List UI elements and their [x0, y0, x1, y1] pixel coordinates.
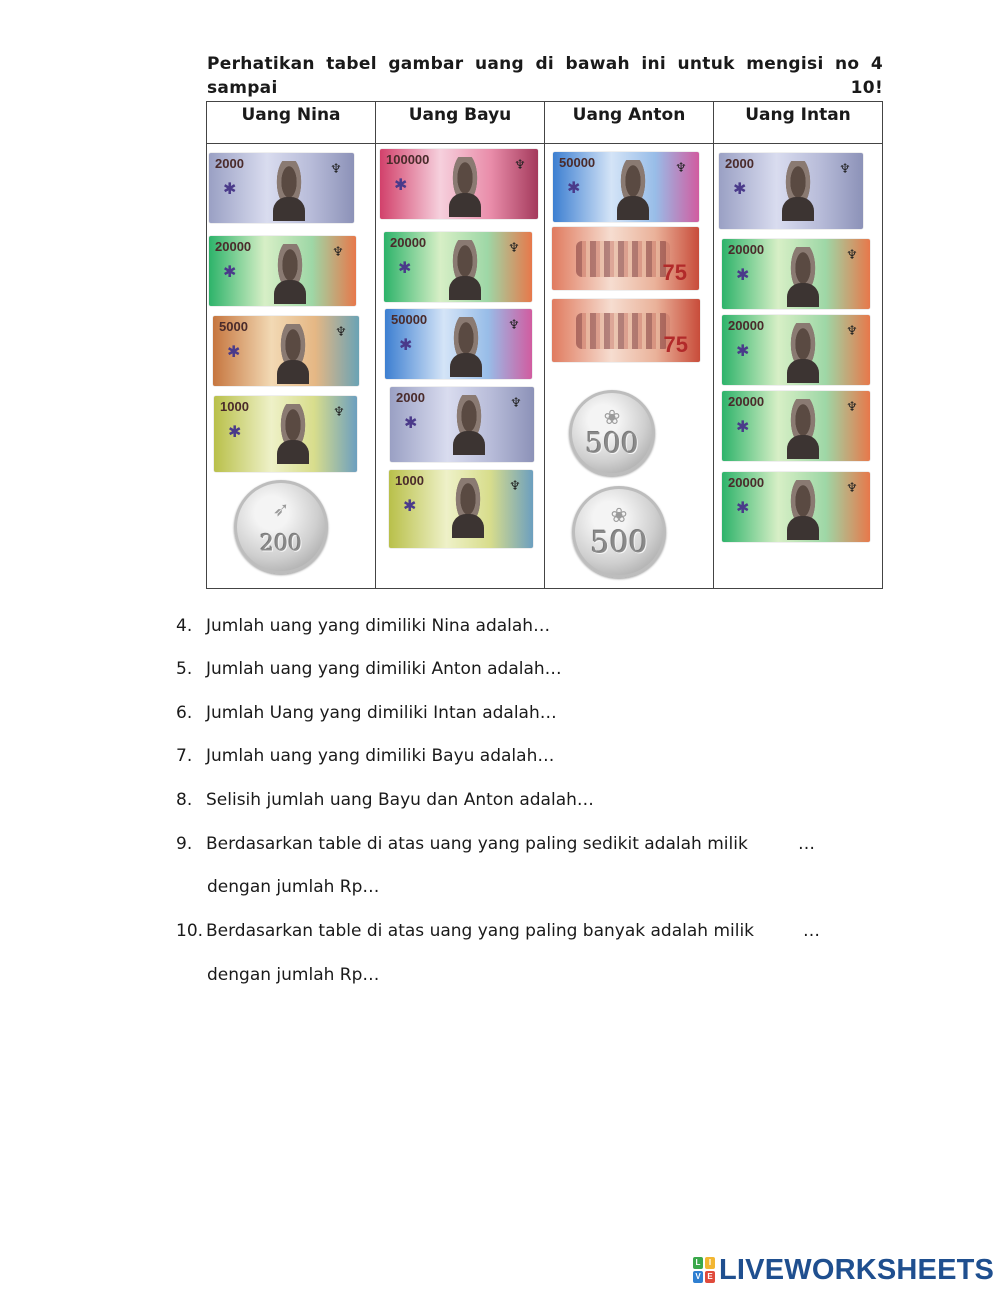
banknote-20000	[722, 239, 870, 309]
question-text: Jumlah uang yang dimiliki Anton adalah…	[206, 659, 562, 679]
banknote-denomination: 2000	[725, 156, 754, 171]
portrait-icon	[784, 247, 822, 307]
banknote-1000	[214, 396, 357, 472]
garuda-emblem-icon: ♆	[675, 161, 687, 176]
banknote-1000	[389, 470, 533, 548]
banknote-75000	[552, 299, 700, 362]
banknote-denomination: 20000	[728, 318, 765, 333]
question-number: 4.	[176, 616, 193, 636]
banknote-denomination: 20000	[728, 394, 765, 409]
banknote-20000	[722, 472, 870, 542]
banknote-denomination: 50000	[391, 312, 428, 327]
banknote-denomination: 20000	[728, 242, 765, 257]
banknote-2000	[719, 153, 863, 229]
flower-icon: ✱	[736, 417, 750, 436]
banknote-denomination: 20000	[390, 235, 427, 250]
garuda-emblem-icon: ♆	[846, 481, 858, 496]
garuda-emblem-icon: ♆	[330, 162, 342, 177]
banknote-denomination: 100000	[386, 152, 430, 167]
banknote-50000	[385, 309, 532, 379]
question-text: Berdasarkan table di atas uang yang paling banyak adalah milik	[206, 921, 755, 941]
question-number: 7.	[176, 746, 193, 766]
portrait-icon	[446, 240, 484, 300]
flower-icon: ✱	[733, 179, 747, 198]
logo-blocks-icon	[693, 1257, 715, 1283]
portrait-icon	[271, 244, 309, 304]
coin-200	[234, 480, 328, 574]
flower-icon: ✱	[398, 258, 412, 277]
banknote-denomination: 2000	[396, 390, 425, 405]
instruction-text: Perhatikan tabel gambar uang di bawah ini untuk mengisi no 4 sampai 10!	[207, 54, 883, 98]
portrait-icon	[784, 323, 822, 383]
cell-nina	[207, 144, 376, 589]
question-text: Jumlah uang yang dimiliki Nina adalah…	[206, 616, 551, 636]
answer-blank: …	[798, 834, 815, 854]
banknote-50000	[553, 152, 699, 222]
flower-icon: ✱	[567, 178, 581, 197]
garuda-emblem-icon: ♆	[509, 479, 521, 494]
portrait-icon	[784, 480, 822, 540]
logo-block: E	[705, 1271, 715, 1283]
flower-icon: ✱	[223, 262, 237, 281]
portrait-icon	[446, 157, 484, 217]
question-text: Berdasarkan table di atas uang yang paling sedikit adalah milik	[206, 834, 748, 854]
banknote-denomination: 50000	[559, 155, 596, 170]
banknote-denomination: 75	[663, 332, 688, 357]
flower-icon: ✱	[403, 496, 417, 515]
money-table	[206, 101, 883, 589]
banknote-20000	[722, 315, 870, 385]
garuda-emblem-icon: ♆	[839, 162, 851, 177]
flower-icon: ✱	[394, 175, 408, 194]
question-number: 5.	[176, 659, 193, 679]
logo-block: L	[693, 1257, 703, 1269]
garuda-emblem-icon: ♆	[508, 241, 520, 256]
banknote-75000	[552, 227, 699, 290]
flower-icon: ❀	[610, 502, 628, 527]
banknote-20000	[384, 232, 532, 302]
banknote-denomination: 75	[662, 260, 687, 285]
coin-500	[572, 486, 666, 578]
coin-500	[569, 390, 655, 476]
flower-icon: ✱	[399, 335, 413, 354]
flower-icon: ✱	[227, 342, 241, 361]
garuda-emblem-icon: ♆	[510, 396, 522, 411]
header-uang-intan: Uang Intan	[714, 102, 883, 144]
garuda-emblem-icon: ♆	[508, 318, 520, 333]
portrait-icon	[784, 399, 822, 459]
portrait-icon	[274, 404, 312, 464]
liveworksheets-logo	[693, 1253, 995, 1286]
header-uang-nina: Uang Nina	[207, 102, 376, 144]
cell-intan	[714, 144, 883, 589]
flower-icon: ✱	[736, 265, 750, 284]
table-money-row	[207, 144, 883, 589]
garuda-emblem-icon: ♆	[846, 400, 858, 415]
banknote-denomination: 1000	[220, 399, 249, 414]
banknote-denomination: 20000	[215, 239, 252, 254]
garuda-emblem-icon: ♆	[846, 324, 858, 339]
banknote-denomination: 5000	[219, 319, 248, 334]
crowd-illustration	[576, 241, 670, 277]
garuda-emblem-icon: ♆	[514, 158, 526, 173]
coin-value: 500	[590, 525, 648, 561]
flower-icon: ✱	[404, 413, 418, 432]
question-number: 6.	[176, 703, 193, 723]
question-9-continuation: dengan jumlah Rp…	[207, 877, 380, 897]
bird-icon: ➶	[272, 496, 290, 521]
banknote-20000	[209, 236, 356, 306]
flower-icon: ✱	[736, 341, 750, 360]
flower-icon: ✱	[736, 498, 750, 517]
coin-value: 200	[260, 531, 302, 557]
portrait-icon	[270, 161, 308, 221]
portrait-icon	[449, 478, 487, 538]
banknote-denomination: 2000	[215, 156, 244, 171]
cell-bayu	[376, 144, 545, 589]
banknote-20000	[722, 391, 870, 461]
banknote-denomination: 1000	[395, 473, 424, 488]
question-text: Jumlah Uang yang dimiliki Intan adalah…	[206, 703, 557, 723]
portrait-icon	[450, 395, 488, 455]
coin-value: 500	[585, 426, 639, 460]
portrait-icon	[779, 161, 817, 221]
portrait-icon	[447, 317, 485, 377]
header-uang-anton: Uang Anton	[545, 102, 714, 144]
logo-block: I	[705, 1257, 715, 1269]
question-text: Jumlah uang yang dimiliki Bayu adalah…	[206, 746, 555, 766]
flower-icon: ❀	[603, 405, 621, 430]
flower-icon: ✱	[223, 179, 237, 198]
banknote-5000	[213, 316, 359, 386]
crowd-illustration	[576, 313, 670, 349]
garuda-emblem-icon: ♆	[335, 325, 347, 340]
flower-icon: ✱	[228, 422, 242, 441]
answer-blank: …	[803, 921, 820, 941]
question-number: 10.	[176, 921, 204, 941]
question-10-continuation: dengan jumlah Rp…	[207, 965, 380, 985]
logo-wordmark: LIVEWORKSHEETS	[719, 1253, 995, 1286]
question-text: Selisih jumlah uang Bayu dan Anton adalah…	[206, 790, 594, 810]
banknote-2000	[209, 153, 354, 223]
logo-block: V	[693, 1271, 703, 1283]
portrait-icon	[274, 324, 312, 384]
cell-anton	[545, 144, 714, 589]
garuda-emblem-icon: ♆	[332, 245, 344, 260]
banknote-100000	[380, 149, 538, 219]
portrait-icon	[614, 160, 652, 220]
table-header-row	[207, 102, 883, 144]
banknote-2000	[390, 387, 534, 462]
garuda-emblem-icon: ♆	[846, 248, 858, 263]
header-uang-bayu: Uang Bayu	[376, 102, 545, 144]
garuda-emblem-icon: ♆	[333, 405, 345, 420]
question-number: 9.	[176, 834, 193, 854]
question-number: 8.	[176, 790, 193, 810]
banknote-denomination: 20000	[728, 475, 765, 490]
